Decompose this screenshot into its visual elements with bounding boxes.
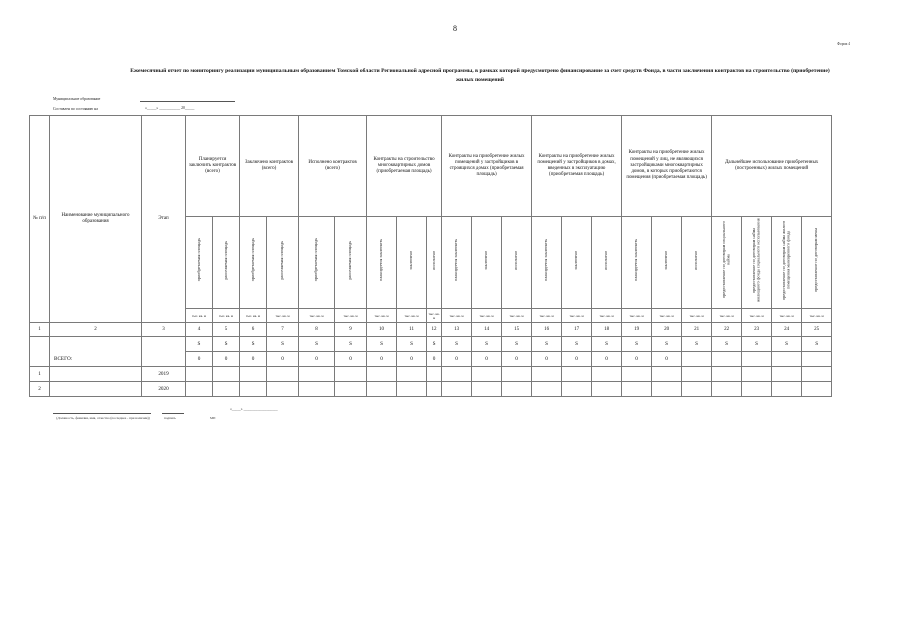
s-cell: S [502,337,532,352]
total-cell: 0 [652,352,682,367]
s-cell: S [472,337,502,352]
data-cell [213,382,240,397]
header-mo-name: Наименование муниципального образования [50,116,142,323]
subheader [299,217,335,309]
s-cell: S [427,337,442,352]
data-cell [562,367,592,382]
total-stage-cell [142,352,186,367]
data-cell [442,382,472,397]
data-cell [772,382,802,397]
total-cell: 0 [592,352,622,367]
s-cell: S [802,337,832,352]
data-cell [335,367,367,382]
unit-cell: тыс. кв. м [267,309,299,323]
column-number: 4 [186,323,213,337]
subheader-label: расселяемая площадь [279,240,285,280]
data-cell [592,382,622,397]
s-cell: S [622,337,652,352]
unit-cell: тыс. кв. м [682,309,712,323]
total-num-cell [30,352,50,367]
data-cell [802,367,832,382]
data-cell [213,367,240,382]
column-number: 21 [682,323,712,337]
subheader [772,217,802,309]
subheader-label: предоставление по договорам социального найма [721,221,731,299]
total-cell [712,352,742,367]
data-cell [652,367,682,382]
subheader [532,217,562,309]
unit-cell: тыс. кв. м [427,309,442,323]
signature-sign-line [162,413,184,414]
subheader [186,217,213,309]
row-stage: 2020 [142,382,186,397]
subheader [682,217,712,309]
subheader [652,217,682,309]
group-header: Контракты на приобретение жилых помещений у лиц, не являющихся застройщиками многоквартирных домов, в которых приобретаются помещения (приобретаемая площадь) [622,116,712,217]
subheader [213,217,240,309]
unit-cell: тыс. кв. м [397,309,427,323]
s-cell: S [299,337,335,352]
header-stage: Этап [142,116,186,323]
total-cell [682,352,712,367]
s-cell: S [652,337,682,352]
date-label: Составлен по состоянию на [53,107,98,111]
column-number: 23 [742,323,772,337]
unit-cell: тыс. кв. м [562,309,592,323]
subheader-label: предоставление по договорам найма жилищного фонда социального использования [751,218,761,302]
subheader-label: заключено [573,250,579,270]
subheader-label: исполнено [513,250,519,270]
unit-cell: тыс. кв. м [532,309,562,323]
unit-cell: тыс. кв. м [652,309,682,323]
total-cell: 0 [472,352,502,367]
total-cell [742,352,772,367]
date-field: «_____» ___________ 20_____ [145,106,195,110]
column-number: 7 [267,323,299,337]
group-header-row [30,116,892,217]
data-cell [472,367,502,382]
column-number: 17 [562,323,592,337]
s-cell: S [742,337,772,352]
data-cell [712,382,742,397]
column-number: 5 [213,323,240,337]
total-cell: 0 [502,352,532,367]
total-cell: 0 [442,352,472,367]
unit-cell: тыс. кв. м [186,309,213,323]
unit-cell: тыс. кв. м [442,309,472,323]
subheader [397,217,427,309]
subheader-label: расселяемая площадь [222,240,228,280]
s-cell: S [335,337,367,352]
column-number: 24 [772,323,802,337]
municipality-label: Муниципальное образование [53,97,101,101]
s-row-name-cell [50,337,142,352]
group-header: Исполнено контрактов (всего) [299,116,367,217]
unit-cell: тыс. кв. м [335,309,367,323]
data-cell [299,367,335,382]
data-cell [240,382,267,397]
data-cell [267,382,299,397]
column-number: 15 [502,323,532,337]
s-cell: S [367,337,397,352]
total-cell [802,352,832,367]
column-number: 14 [472,323,502,337]
row-stage: 2019 [142,367,186,382]
subheader [427,217,442,309]
total-cell: 0 [562,352,592,367]
data-cell [367,367,397,382]
row-mo-name [50,367,142,382]
total-row [30,352,892,367]
data-cell [267,367,299,382]
subheader [472,217,502,309]
subheader [742,217,772,309]
data-cell [442,367,472,382]
row-mo-name [50,382,142,397]
data-cell [367,382,397,397]
subheader [622,217,652,309]
unit-cell: тыс. кв. м [502,309,532,323]
subheader [367,217,397,309]
subheader-label: заключено [483,250,489,270]
subheader-label: предоставление по договорам найма жилого помещения маневренного фонда [781,220,791,300]
table-row [30,367,892,382]
s-cell: S [240,337,267,352]
group-header: Контракты на приобретение жилых помещений у застройщиков в домах, введенных в эксплуатацию (приобретаемая площадь) [532,116,622,217]
data-cell [427,382,442,397]
s-row [30,337,892,352]
subheader-label: планируется заключить [633,238,639,281]
s-cell: S [682,337,712,352]
subheader [562,217,592,309]
unit-cell: тыс. кв. м [712,309,742,323]
column-number: 25 [802,323,832,337]
data-cell [502,367,532,382]
total-cell: 0 [622,352,652,367]
subheader-label: исполнено [693,250,699,270]
data-cell [472,382,502,397]
subheader-label: планируется заключить [453,238,459,281]
data-cell [186,367,213,382]
total-cell: 0 [427,352,442,367]
table-row [30,382,892,397]
total-cell [772,352,802,367]
unit-cell: тыс. кв. м [742,309,772,323]
subheader-label: приобретаемая площадь [195,238,201,282]
subheader [267,217,299,309]
data-cell [532,367,562,382]
column-numbers-row [30,323,892,337]
subheader-label: заключено [663,250,669,270]
s-cell: S [267,337,299,352]
data-cell [502,382,532,397]
unit-cell: тыс. кв. м [213,309,240,323]
group-header: Планируется заключить контрактов (всего) [186,116,240,217]
column-number: 10 [367,323,397,337]
s-cell: S [186,337,213,352]
unit-cell: тыс. кв. м [472,309,502,323]
subheader [592,217,622,309]
group-header: Дальнейшее использование приобретенных (построенных) жилых помещений [712,116,832,217]
signature-position-caption: (Должность, фамилия, имя, отчество (последнее - при наличии)) [56,416,150,420]
s-cell: S [592,337,622,352]
s-cell: S [532,337,562,352]
s-row-num-cell [30,337,50,352]
data-cell [682,382,712,397]
group-header: Контракты на строительство многоквартирных домов (приобретаемая площадь) [367,116,442,217]
total-cell: 0 [299,352,335,367]
data-cell [712,367,742,382]
column-number: 3 [142,323,186,337]
subheader-label: расселяемая площадь [347,240,353,280]
signature-position-line [53,413,151,414]
column-number: 18 [592,323,622,337]
header-num: № п/п [30,116,50,323]
data-cell [397,367,427,382]
page-number: 8 [453,24,457,33]
total-cell: 0 [532,352,562,367]
form-label: Форма 4 [837,42,850,46]
row-num: 2 [30,382,50,397]
s-cell: S [442,337,472,352]
total-cell: 0 [186,352,213,367]
row-num: 1 [30,367,50,382]
unit-cell: тыс. кв. м [802,309,832,323]
data-cell [562,382,592,397]
subheader-label: исполнено [430,250,436,270]
subheader-label: планируется заключить [378,238,384,281]
subheader [335,217,367,309]
total-cell: 0 [240,352,267,367]
subheader [712,217,742,309]
data-cell [299,382,335,397]
column-number: 12 [427,323,442,337]
unit-cell: тыс. кв. м [772,309,802,323]
column-number: 8 [299,323,335,337]
data-cell [592,367,622,382]
group-header: Заключено контрактов (всего) [240,116,299,217]
s-cell: S [562,337,592,352]
municipality-field-line [140,101,235,102]
data-cell [427,367,442,382]
report-title: Ежемесячный отчет по мониторингу реализации муниципальным образованием Томской области Региональной адресной программы, в рамках которой предусмотрено финансирование за счет средств Фонда, в части заключения контрактов на строительство (приобретение) жилых помещений [130,68,830,83]
signature-sign-caption: подпись [164,416,176,420]
data-cell [186,382,213,397]
column-number: 1 [30,323,50,337]
subheader-label: предоставление по договорам мены [813,228,819,292]
group-header: Контракты на приобретение жилых помещений у застройщиков в строящихся домах (приобретаемая площадь) [442,116,532,217]
s-row-stage-cell [142,337,186,352]
subheader-label: исполнено [603,250,609,270]
total-cell: 0 [397,352,427,367]
subheader-label: планируется заключить [543,238,549,281]
subheader-label: приобретаемая площадь [313,238,319,282]
column-number: 22 [712,323,742,337]
unit-cell: тыс. кв. м [240,309,267,323]
total-cell: 0 [367,352,397,367]
subheader-label: заключено [408,250,414,270]
data-cell [240,367,267,382]
column-number: 9 [335,323,367,337]
data-cell [622,382,652,397]
data-cell [802,382,832,397]
data-cell [682,367,712,382]
column-number: 2 [50,323,142,337]
total-label: ВСЕГО: [50,352,142,367]
column-number: 6 [240,323,267,337]
data-cell [742,382,772,397]
stamp-place-label: МП [210,416,216,420]
column-number: 13 [442,323,472,337]
subheader [442,217,472,309]
subheader [802,217,832,309]
unit-cell: тыс. кв. м [299,309,335,323]
column-number: 19 [622,323,652,337]
subheader [502,217,532,309]
report-table [29,115,892,397]
total-cell: 0 [335,352,367,367]
data-cell [532,382,562,397]
data-cell [397,382,427,397]
total-cell: 0 [213,352,240,367]
s-cell: S [213,337,240,352]
data-cell [335,382,367,397]
data-cell [622,367,652,382]
column-number: 16 [532,323,562,337]
column-number: 11 [397,323,427,337]
s-cell: S [397,337,427,352]
data-cell [652,382,682,397]
unit-cell: тыс. кв. м [622,309,652,323]
unit-cell: тыс. кв. м [592,309,622,323]
data-cell [742,367,772,382]
subheader-label: приобретаемая площадь [249,238,255,282]
s-cell: S [712,337,742,352]
signature-date: «_____» ___________________ [230,407,278,411]
total-cell: 0 [267,352,299,367]
subheader [240,217,267,309]
unit-cell: тыс. кв. м [367,309,397,323]
column-number: 20 [652,323,682,337]
data-cell [772,367,802,382]
s-cell: S [772,337,802,352]
